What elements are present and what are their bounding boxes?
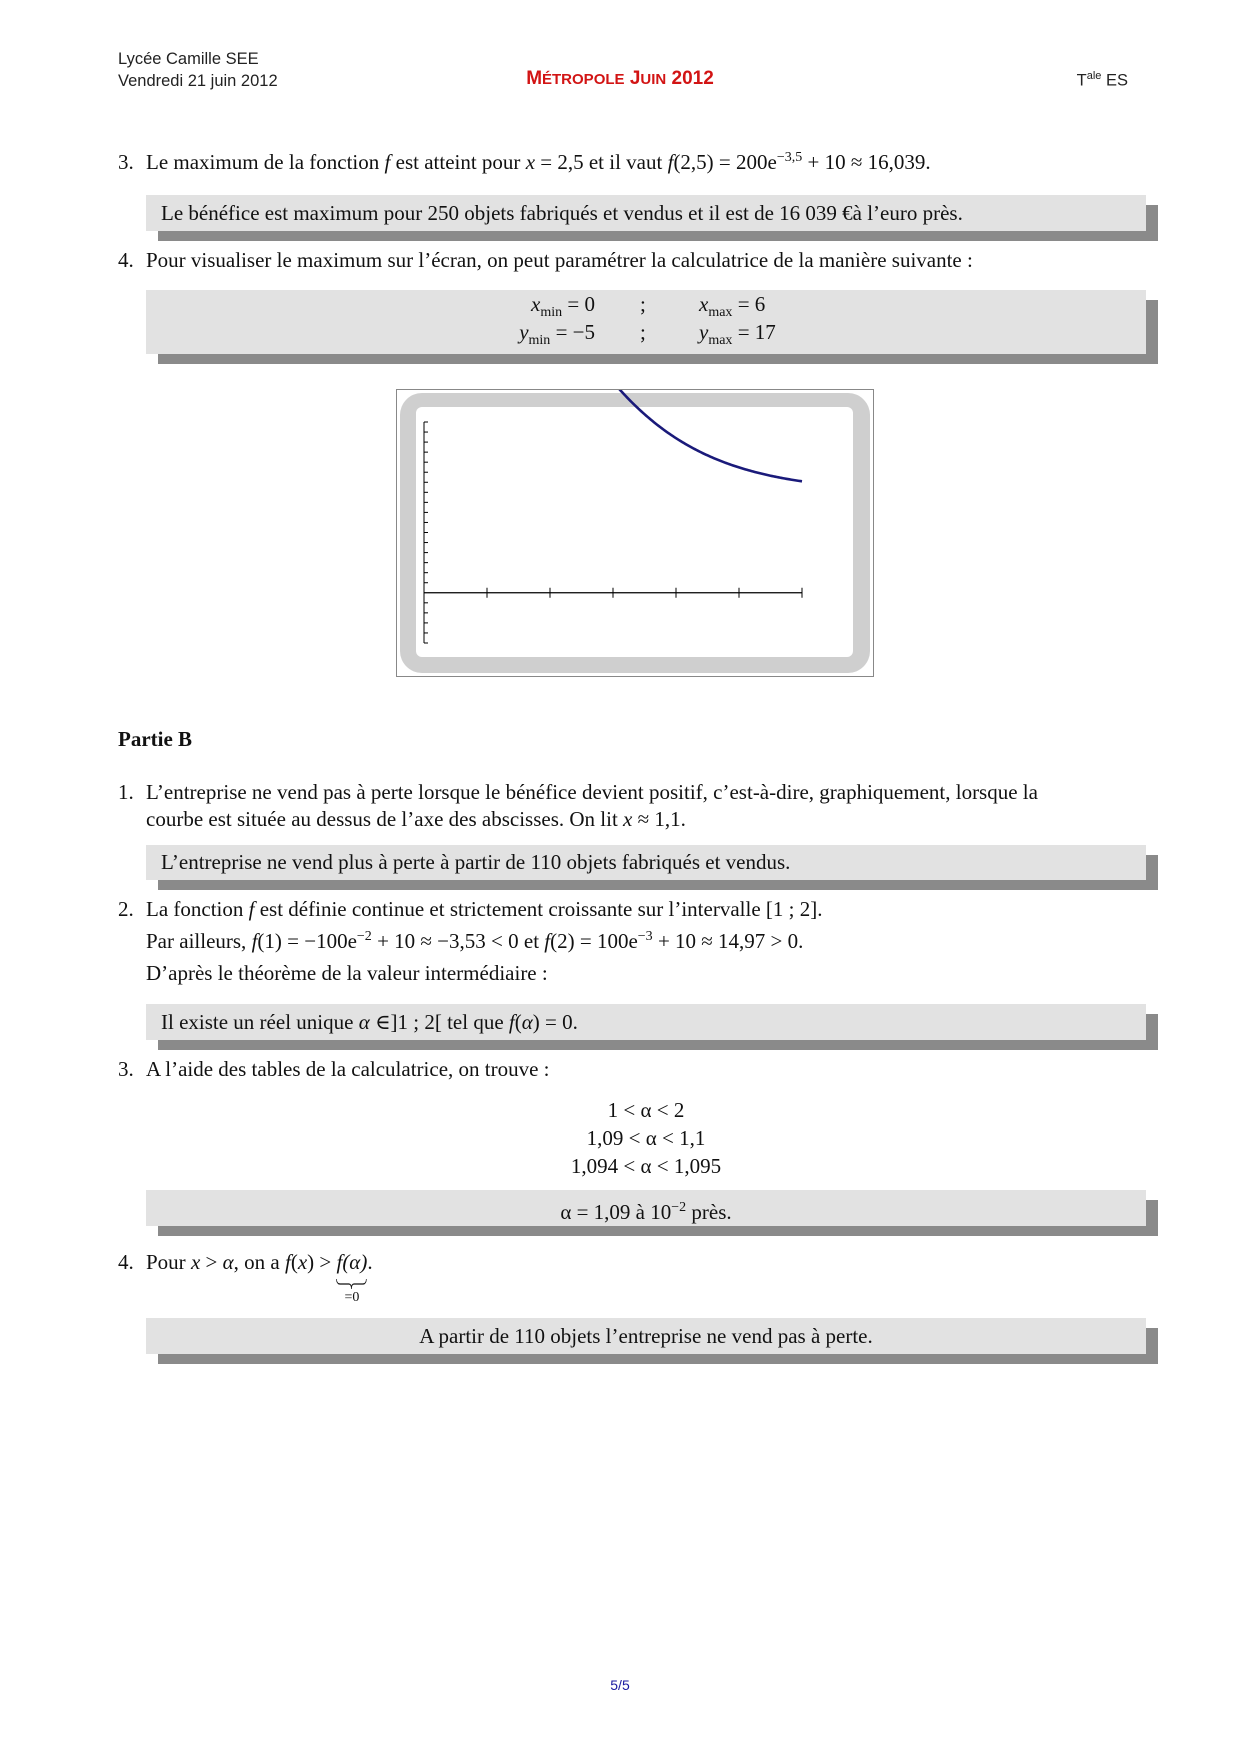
page-sep: /: [618, 1677, 622, 1693]
question-b1-line2: [146, 807, 686, 832]
title-part: M: [526, 68, 543, 89]
underbrace-expression: [336, 1250, 368, 1305]
exam-date: Vendredi 21 juin 2012: [118, 72, 278, 90]
math-var: y: [699, 320, 709, 344]
question-b2-line3: D’après le théorème de la valeur intermédiaire :: [146, 961, 548, 985]
function-chart: [397, 390, 873, 676]
math-var: f: [251, 929, 258, 953]
math-var: α: [521, 1010, 533, 1034]
answer-box-b3: [146, 1190, 1146, 1226]
question-a4: [118, 248, 973, 273]
text: Pour visualiser le maximum sur l’écran, on peut paramétrer la calculatrice de la manière suivante :: [146, 248, 973, 272]
question-number: 4.: [118, 248, 134, 272]
window-settings-box: [146, 290, 1146, 354]
school-name: Lycée Camille SEE: [118, 50, 259, 68]
text: près.: [686, 1200, 732, 1224]
question-b4: [118, 1250, 373, 1305]
title-part: 2012: [671, 68, 714, 89]
answer-box-b1: [146, 845, 1146, 880]
question-number: 4.: [118, 1250, 134, 1274]
math-var: f: [284, 1250, 291, 1274]
value: = 0: [562, 292, 595, 316]
question-number: 3.: [118, 150, 134, 174]
text: est atteint pour: [390, 150, 526, 174]
page-total: 5: [621, 1677, 630, 1693]
exponent: −3: [637, 929, 653, 944]
text: .: [367, 1250, 373, 1274]
math-var: f: [544, 929, 551, 953]
text: α = 1,09 à 10: [560, 1200, 672, 1224]
math-var: x: [297, 1250, 308, 1274]
text: (2,5) = 200e: [673, 150, 777, 174]
math-var: f: [384, 150, 391, 174]
math-var: f: [667, 150, 674, 174]
class-label: [1077, 70, 1128, 91]
bound-row-3: 1,094 < α < 1,095: [570, 1154, 722, 1178]
text: ) >: [307, 1250, 337, 1274]
text: (1) = −100e: [257, 929, 357, 953]
question-number: 2.: [118, 897, 134, 921]
text: Le maximum de la fonction: [146, 150, 385, 174]
math-var: y: [519, 320, 529, 344]
question-a3: [118, 150, 931, 175]
ymax-setting: [699, 320, 776, 349]
page-number: [0, 1677, 1240, 1693]
class-es: ES: [1105, 71, 1128, 90]
math-expression: f(α): [336, 1250, 368, 1274]
text: >: [200, 1250, 223, 1274]
text: (: [290, 1250, 298, 1274]
title-part: ÉTROPOLE: [542, 71, 625, 88]
math-var: f: [248, 897, 255, 921]
calculator-screen: [396, 389, 874, 677]
subscript: max: [708, 333, 733, 349]
separator: ;: [640, 320, 646, 344]
text: , on a: [233, 1250, 285, 1274]
subscript: min: [540, 305, 563, 321]
underbrace-icon: [336, 1278, 367, 1290]
answer-text: A partir de 110 objets l’entreprise ne vend pas à perte.: [419, 1324, 873, 1348]
text: ) = 0.: [532, 1010, 578, 1034]
exam-title: [0, 68, 1240, 90]
title-part: J: [629, 68, 641, 89]
math-var: x: [699, 292, 709, 316]
text: = 2,5 et il vaut: [535, 150, 668, 174]
bound-row-1: 1 < α < 2: [607, 1098, 685, 1122]
math-var: α: [358, 1010, 370, 1034]
question-b3: [118, 1057, 550, 1082]
part-b-title: Partie B: [118, 727, 193, 751]
exponent: −2: [356, 929, 372, 944]
question-b1-line1: [118, 780, 1038, 805]
answer-box-b4: [146, 1318, 1146, 1354]
text: Il existe un réel unique: [161, 1010, 359, 1034]
text: courbe est située au dessus de l’axe des abscisses. On lit: [146, 807, 624, 831]
exponent: −2: [671, 1200, 687, 1215]
answer-box-b2: [146, 1004, 1146, 1040]
math-var: x: [531, 292, 541, 316]
text: Pour: [146, 1250, 191, 1274]
screen-display: [416, 407, 853, 657]
text: est définie continue et strictement croissante sur l’intervalle [1 ; 2].: [254, 897, 823, 921]
question-number: 1.: [118, 780, 134, 804]
class-t: T: [1076, 71, 1087, 90]
value: = −5: [550, 320, 595, 344]
text: (2) = 100e: [550, 929, 638, 953]
text: (: [514, 1010, 522, 1034]
text: + 10 ≈ 16,039.: [802, 150, 931, 174]
math-var: f: [508, 1010, 515, 1034]
ymin-setting: [505, 320, 595, 349]
math-var: α: [222, 1250, 234, 1274]
xmax-setting: [699, 292, 765, 321]
text: + 10 ≈ −3,53 < 0 et: [371, 929, 545, 953]
value: = 17: [732, 320, 776, 344]
text: L’entreprise ne vend pas à perte lorsque le bénéfice devient positif, c’est-à-dire, graphiquement, lorsque la: [146, 780, 1038, 804]
value: = 6: [732, 292, 766, 316]
title-part: UIN: [640, 71, 667, 88]
separator: ;: [640, 292, 646, 316]
subscript: max: [708, 305, 733, 321]
underbrace-label: =0: [344, 1290, 360, 1305]
text: ≈ 1,1.: [632, 807, 686, 831]
answer-text: Le bénéfice est maximum pour 250 objets fabriqués et vendus et il est de 16 039 €à l’euro près.: [161, 201, 963, 225]
question-b2-line2: [146, 929, 803, 954]
math-var: x: [190, 1250, 201, 1274]
math-var: x: [525, 150, 536, 174]
text: ∈]1 ; 2[ tel que: [369, 1010, 509, 1034]
answer-text: L’entreprise ne vend plus à perte à partir de 110 objets fabriqués et vendus.: [161, 850, 791, 874]
answer-box-a3: [146, 195, 1146, 231]
subscript: min: [528, 333, 551, 349]
class-sup: ale: [1086, 70, 1102, 82]
math-var: x: [623, 807, 633, 831]
exponent: −3,5: [776, 150, 803, 165]
bound-row-2: 1,09 < α < 1,1: [586, 1126, 706, 1150]
text: + 10 ≈ 14,97 > 0.: [652, 929, 804, 953]
page-current: 5: [610, 1677, 619, 1693]
text: La fonction: [146, 897, 249, 921]
text: A l’aide des tables de la calculatrice, on trouve :: [146, 1057, 550, 1081]
xmin-setting: [505, 292, 595, 321]
question-number: 3.: [118, 1057, 134, 1081]
question-b2-line1: [118, 897, 822, 922]
text: Par ailleurs,: [146, 929, 252, 953]
